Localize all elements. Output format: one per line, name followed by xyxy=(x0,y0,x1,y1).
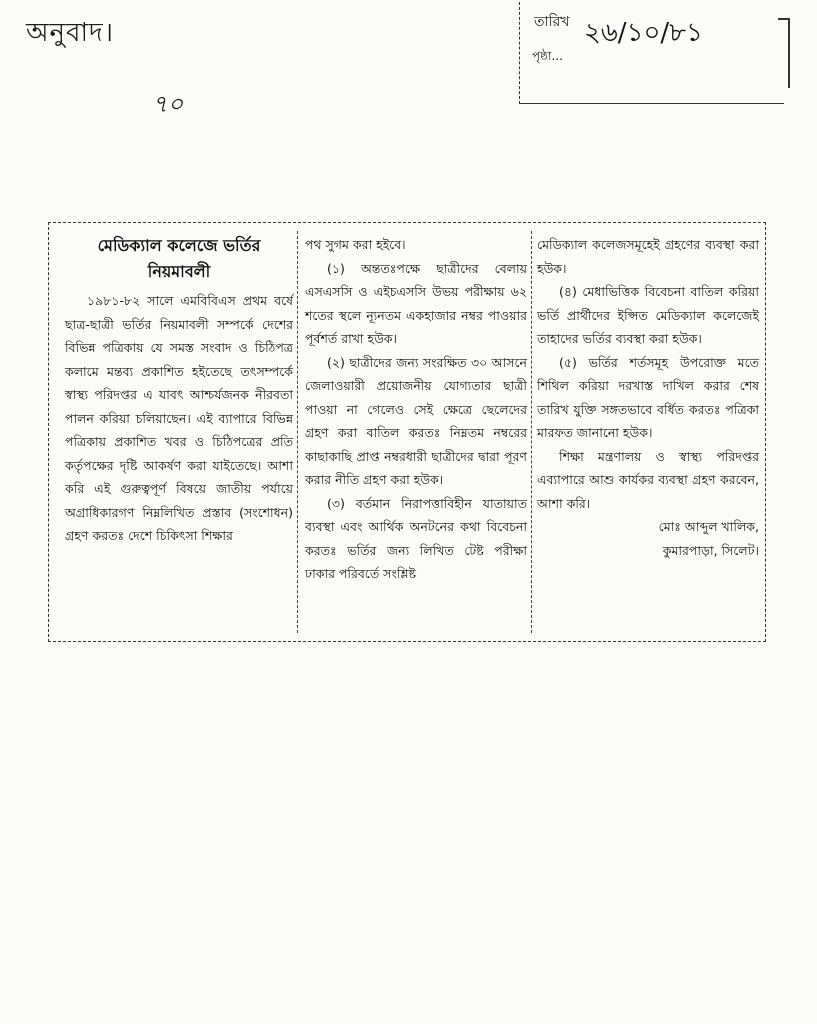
article-paragraph: (৫) ভর্তির শর্তসমূহ উপরোক্ত মতে শিথিল করিয়া দরখাস্ত দাখিল করার শেষ তারিখ যুক্তি সঙ্গতভাবে বর্ধিত করতঃ পত্রিকা মারফত জানানো হউক। xyxy=(537,354,759,440)
article-paragraph: শিক্ষা মন্ত্রণালয় ও স্বাস্থ্য পরিদপ্তর এব্যাপারে আশু কার্যকর ব্যবস্থা গ্রহণ করবেন, আশা করি। xyxy=(537,448,759,511)
article-title-line2: নিয়মাবলী xyxy=(147,262,211,281)
article-paragraph: মেডিক্যাল কলেজসমূহেই গ্রহণের ব্যবস্থা করা হউক। xyxy=(537,237,759,276)
signature-name: মোঃ আব্দুল খালিক, xyxy=(658,519,759,534)
column-divider xyxy=(531,231,532,633)
article-paragraph: ১৯৮১-৮২ সালে এমবিবিএস প্রথম বর্ষে ছাত্র-ছাত্রী ভর্তির নিয়মাবলী সম্পর্কে দেশের বিভিন্ন পত্রিকায় যে সমস্ত সংবাদ ও চিঠিপত্র কলামে মন্তব্য প্রকাশিত হইতেছে তৎসম্পর্কে স্বাস্থ্য পরিদপ্তর এ যাবৎ আশ্চর্যজনক নীরবতা পালন করিয়া চলিয়াছেন। এই ব্যাপারে বিভিন্ন পত্রিকায় প্রকাশিত খবর ও চিঠিপত্রের প্রতি কর্তৃপক্ষের দৃষ্টি আকর্ষণ করা যাইতেছে। আশা করি এই গুরুত্বপূর্ণ বিষয়ে জাতীয় পর্যায়ে অগ্রাধিকারগণ নিম্নলিখিত প্রস্তাব (সংশোধন) গ্রহণ করতঃ দেশে চিকিৎসা শিক্ষার xyxy=(65,293,293,543)
article-title: মেডিক্যাল কলেজে ভর্তির xyxy=(97,236,261,255)
column-divider xyxy=(297,231,298,633)
handwritten-number: ৭০ xyxy=(152,90,184,118)
article-paragraph: (২) ছাত্রীদের জন্য সংরক্ষিত ৩০ আসনে জেলাওয়ারী প্রয়োজনীয় যোগ্যতার ছাত্রী পাওয়া না গেলেও সেই ক্ষেত্রে ছেলেদের গ্রহণ করা বাতিল করতঃ নিম্নতম নম্বরের কাছাকাছি প্রাপ্ত নম্বরধারী ছাত্রীদের দ্বারা পূরণ করার নীতি গ্রহণ করা হউক। xyxy=(305,354,527,487)
handwritten-note: অনুবাদ। xyxy=(26,18,115,48)
page-label: পৃষ্ঠা... xyxy=(532,49,563,63)
date-stamp xyxy=(519,2,784,104)
newspaper-clipping xyxy=(48,222,766,642)
stamp-bracket xyxy=(778,18,790,88)
article-column-2 xyxy=(305,233,527,586)
article-paragraph: (৪) মেধাভিত্তিক বিবেচনা বাতিল করিয়া ভর্তি প্রার্থীদের ইপ্সিত মেডিক্যাল কলেজেই তাহাদের ভর্তির ব্যবস্থা করা হউক। xyxy=(537,284,759,346)
date-value: ২৬/১০/৮১ xyxy=(584,18,703,48)
article-column-1 xyxy=(65,233,293,548)
signature-place: কুমারপাড়া, সিলেট। xyxy=(662,542,759,558)
article-paragraph: (১) অন্ততঃপক্ষে ছাত্রীদের বেলায় এসএসসি ও এইচএসসি উভয় পরীক্ষায় ৬২ শতের স্থলে ন্যূনতম একহাজার নম্বর পাওয়ার পূর্বশর্ত রাখা হউক। xyxy=(305,260,527,346)
article-column-3 xyxy=(537,233,759,562)
article-paragraph: (৩) বর্তমান নিরাপত্তাবিহীন যাতায়াত ব্যবস্থা এবং আর্থিক অনটনের কথা বিবেচনা করতঃ ভর্তির জন্য লিখিত টেষ্ট পরীক্ষা ঢাকার পরিবর্তে সংশ্লিষ্ট xyxy=(305,495,527,581)
date-label: তারিখ xyxy=(534,14,570,30)
article-paragraph: পথ সুগম করা হইবে। xyxy=(305,237,406,252)
